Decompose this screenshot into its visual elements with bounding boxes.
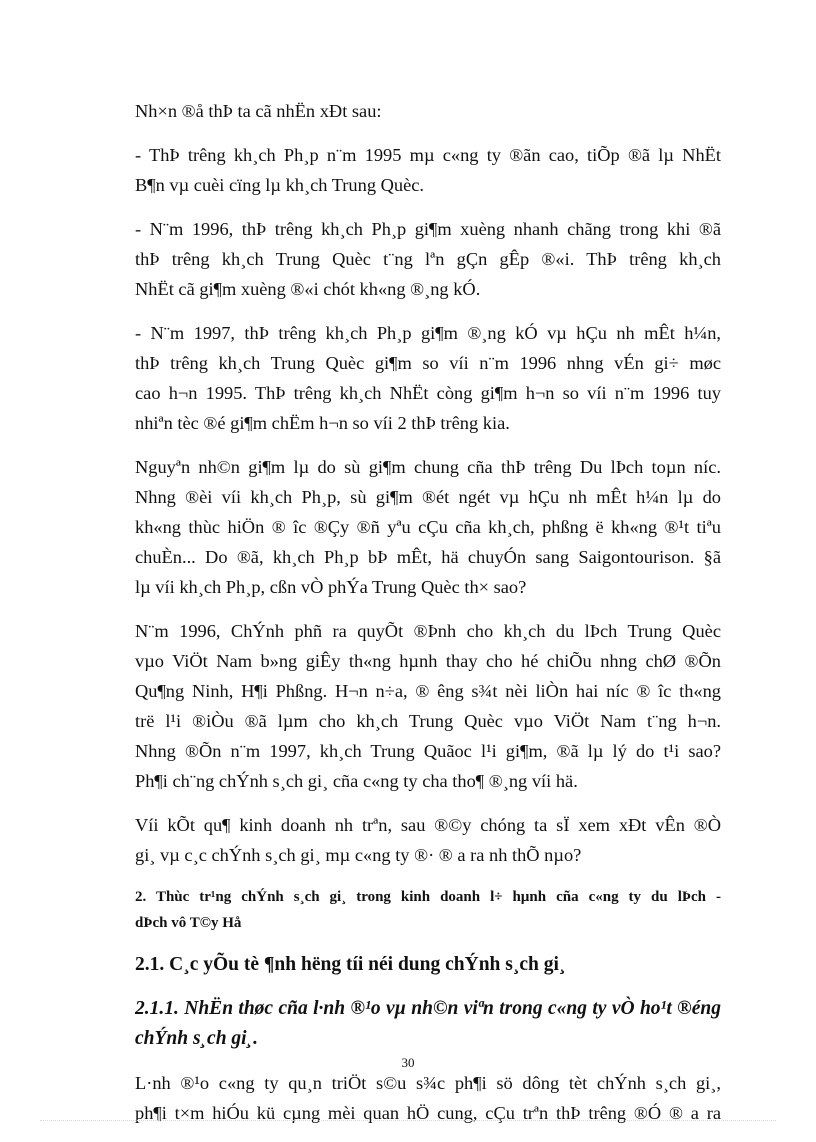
paragraph-1	[135, 96, 721, 126]
paragraph-6	[135, 616, 721, 796]
text-line: - N¨m 1996, thÞ trêng kh¸ch Ph¸p gi¶m xuèng nhanh chãng trong khi ®ã	[135, 219, 721, 239]
text-line: kh«ng thùc hiÖn ® îc ®Çy ®ñ yªu cÇu cña kh¸ch, phßng ë kh«ng ®¹t tiªu	[135, 517, 721, 537]
text-line: Qu¶ng Ninh, H¶i Phßng. H¬n n÷a, ® êng s¾t nèi liÒn hai níc ® îc th«ng	[135, 681, 721, 701]
text-line: Nguyªn nh©n gi¶m lµ do sù gi¶m chung cña thÞ trêng Du lÞch toµn níc.	[135, 457, 721, 477]
text-line: Nhng ®èi víi kh¸ch Ph¸p, sù gi¶m ®ét ngét vµ hÇu nh mÊt h¼n lµ do	[135, 487, 721, 507]
text-line: Nh×n ®å thÞ ta cã nhËn xÐt sau:	[135, 101, 382, 121]
text-line: - N¨m 1997, thÞ trêng kh¸ch Ph¸p gi¶m ®¸ng kÓ vµ hÇu nh mÊt h¼n,	[135, 323, 721, 343]
text-line: thÞ trêng kh¸ch Trung Quèc gi¶m so víi n¨m 1996 nhng vÉn gi÷ møc	[135, 353, 721, 373]
text-line: B¶n vµ cuèi cïng lµ kh¸ch Trung Quèc.	[135, 175, 425, 195]
text-line: Ph¶i ch¨ng chÝnh s¸ch gi¸ cña c«ng ty cha tho¶ ®¸ng víi hä.	[135, 771, 578, 791]
subsection-heading: 2.1. C¸c yÕu tè ¶nh hëng tíi néi dung chÝnh s¸ch gi¸	[135, 954, 566, 975]
text-line: Nhng ®Õn n¨m 1997, kh¸ch Trung Quãoc l¹i gi¶m, ®ã lµ lý do t¹i sao?	[135, 741, 721, 761]
text-line: trë l¹i ®iÒu ®ã lµm cho kh¸ch Trung Quèc vµo ViÖt Nam t¨ng h¬n.	[135, 711, 721, 731]
paragraph-8	[135, 1068, 721, 1128]
heading-line: chÝnh s¸ch gi¸.	[135, 1028, 258, 1049]
text-line: - ThÞ trêng kh¸ch Ph¸p n¨m 1995 mµ c«ng ty ®ãn cao, tiÕp ®ã lµ NhËt	[135, 145, 721, 165]
paragraph-4	[135, 318, 721, 438]
paragraph-3	[135, 214, 721, 304]
page-number: 30	[401, 1055, 415, 1070]
heading-line: 2. Thùc tr¹ng chÝnh s¸ch gi¸ trong kinh doanh l÷ hµnh cña c«ng ty du lÞch -	[135, 889, 721, 905]
text-line: gi¸ vµ c¸c chÝnh s¸ch gi¸ mµ c«ng ty ®· ® a ra nh thÕ nµo?	[135, 845, 582, 865]
section-heading	[135, 884, 721, 936]
subsubsection-heading	[135, 994, 721, 1054]
text-line: N¨m 1996, ChÝnh phñ ra quyÕt ®Þnh cho kh¸ch du lÞch Trung Quèc	[135, 621, 721, 641]
text-line: vµo ViÖt Nam b»ng giÊy th«ng hµnh thay cho hé chiÕu nhng chØ ®Õn	[135, 651, 721, 671]
text-line: NhËt cã gi¶m xuèng ®«i chót kh«ng ®¸ng kÓ.	[135, 279, 481, 299]
text-line: ph¶i t×m hiÓu kü cµng mèi quan hÖ cung, cÇu trªn thÞ trêng ®Ó ® a ra	[135, 1103, 721, 1123]
page-bottom-divider	[40, 1120, 776, 1121]
text-line: nhiªn tèc ®é gi¶m chËm h¬n so víi 2 thÞ trêng kia.	[135, 413, 510, 433]
paragraph-5	[135, 452, 721, 602]
text-line: Víi kÕt qu¶ kinh doanh nh trªn, sau ®©y chóng ta sÏ xem xÐt vÊn ®Ò	[135, 815, 721, 835]
text-line: lµ víi kh¸ch Ph¸p, cßn vÒ phÝa Trung Quèc th× sao?	[135, 577, 527, 597]
page-body	[135, 96, 721, 1142]
paragraph-2	[135, 140, 721, 200]
text-line: chuÈn... Do ®ã, kh¸ch Ph¸p bÞ mÊt, hä chuyÓn sang Saigontourison. §ã	[135, 547, 721, 567]
text-line: thÞ trêng kh¸ch Trung Quèc t¨ng lªn gÇn gÊp ®«i. ThÞ trêng kh¸ch	[135, 249, 721, 269]
heading-line: dÞch vô T©y Hå	[135, 915, 242, 931]
text-line: cao h¬n 1995. ThÞ trêng kh¸ch NhËt còng gi¶m h¬n so víi n¨m 1996 tuy	[135, 383, 721, 403]
heading-line: 2.1.1. NhËn thøc cña l·nh ®¹o vµ nh©n viªn trong c«ng ty vÒ ho¹t ®éng	[135, 998, 721, 1019]
text-line: L·nh ®¹o c«ng ty qu¸n triÖt s©u s¾c ph¶i sö dông tèt chÝnh s¸ch gi¸,	[135, 1073, 721, 1093]
paragraph-7	[135, 810, 721, 870]
